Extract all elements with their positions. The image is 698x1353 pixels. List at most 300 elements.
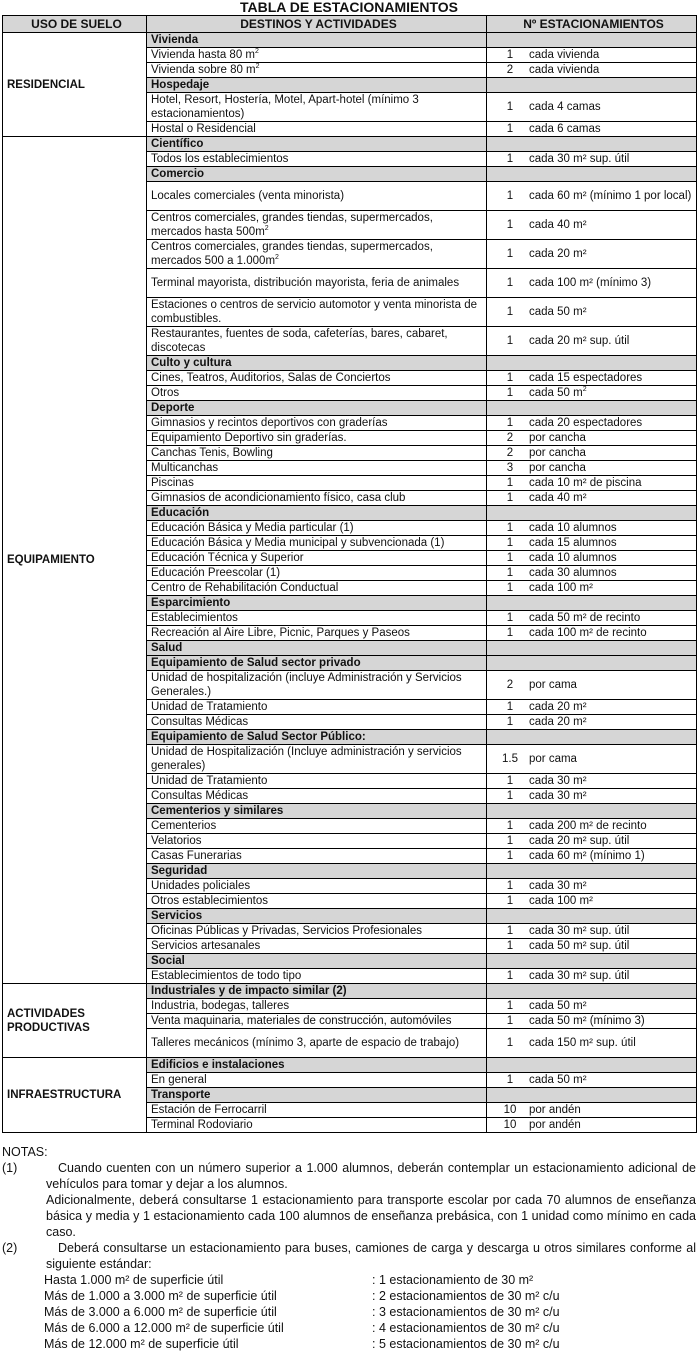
standard-row [2, 1272, 696, 1288]
note-1-text: Cuando cuenten con un número superior a 1.000 alumnos, deberán contemplar un estacionamiento adicional de vehículos para tomar y dejar a los alumnos. [46, 1161, 696, 1191]
table-header-row [3, 16, 697, 33]
parking-unit [529, 678, 696, 692]
parking-unit-text: cada 20 espectadores [529, 417, 643, 429]
activity-name [147, 211, 487, 240]
parking-unit-text: cada 20 m² [529, 248, 587, 260]
parking-unit [529, 276, 696, 290]
parking-count: 1 [506, 153, 514, 165]
activity-text: Esparcimiento [151, 597, 231, 609]
parking-unit [529, 1103, 696, 1117]
parking-unit-text: cada 20 m² [529, 716, 587, 728]
parking-count: 1 [506, 123, 514, 135]
header-estacionamientos: Nº ESTACIONAMIENTOS [487, 16, 697, 33]
parking-requirement [487, 1029, 697, 1058]
parking-unit [529, 386, 696, 400]
activity-name [147, 581, 487, 596]
activity-text: Consultas Médicas [151, 716, 249, 728]
standard-requirement: : 3 estacionamientos de 30 m² c/u [372, 1305, 560, 1319]
activity-text: Vivienda [151, 34, 199, 46]
activity-text: Unidad de Hospitalización (Incluye administración y servicios generales) [151, 746, 462, 772]
parking-unit-text: cada 6 camas [529, 123, 601, 135]
activity-text: Culto y cultura [151, 357, 232, 369]
section-title [147, 78, 487, 93]
note-2 [2, 1240, 696, 1272]
parking-requirement [487, 536, 697, 551]
parking-count: 1 [506, 627, 514, 639]
parking-unit [529, 461, 696, 475]
section-title [147, 864, 487, 879]
activity-name [147, 715, 487, 730]
note-1-text-2: Adicionalmente, deberá consultarse 1 estacionamiento para transporte escolar por cada 70 alumnos de enseñanza básica y media y 1 estacionamiento cada 100 alumnos de enseñanza prebásica, con 1 unidad como mínimo en cada caso. [46, 1193, 696, 1239]
parking-count: 2 [506, 447, 514, 459]
parking-requirement [487, 78, 697, 93]
parking-unit-text: cada 50 m² (mínimo 3) [529, 1015, 645, 1027]
activity-name [147, 182, 487, 211]
activity-name [147, 269, 487, 298]
standard-area: Más de 6.000 a 12.000 m² de superficie útil [44, 1321, 284, 1335]
superscript: 2 [264, 225, 269, 232]
parking-unit [529, 581, 696, 595]
parking-requirement [487, 461, 697, 476]
parking-unit-text: cada 40 m² [529, 219, 587, 231]
parking-unit-text: cada 30 m² [529, 775, 587, 787]
activity-text: Industriales y de impacto similar (2) [151, 985, 347, 997]
parking-unit [529, 774, 696, 788]
parking-requirement [487, 386, 697, 401]
parking-unit [529, 1073, 696, 1087]
parking-count: 1 [506, 1015, 514, 1027]
parking-requirement [487, 1103, 697, 1118]
activity-name [147, 416, 487, 431]
parking-unit-text: cada 50 m² [529, 1000, 587, 1012]
parking-count: 1 [506, 925, 514, 937]
section-header-row [3, 1058, 697, 1073]
activity-name [147, 1103, 487, 1118]
activity-text: Comercio [151, 168, 205, 180]
parking-unit [529, 476, 696, 490]
land-use-category: RESIDENCIAL [3, 33, 147, 137]
parking-unit [529, 122, 696, 136]
activity-text: Multicanchas [151, 462, 219, 474]
parking-unit-text: cada 100 m² (mínimo 3) [529, 277, 652, 289]
standard-area: Más de 12.000 m² de superficie útil [44, 1337, 239, 1351]
parking-count: 1 [506, 970, 514, 982]
parking-count: 1.5 [502, 753, 518, 765]
parking-unit [529, 849, 696, 863]
activity-text: Hospedaje [151, 79, 210, 91]
parking-unit-text: cada 20 m² sup. útil [529, 335, 630, 347]
note-2-number: (2) [2, 1241, 18, 1255]
parking-requirement [487, 431, 697, 446]
activity-name [147, 521, 487, 536]
parking-count: 1 [506, 880, 514, 892]
standard-area: Hasta 1.000 m² de superficie útil [44, 1273, 224, 1287]
activity-text: Hotel, Resort, Hostería, Motel, Apart-hotel (mínimo 3 estacionamientos) [151, 94, 419, 120]
parking-unit [529, 551, 696, 565]
parking-count: 1 [506, 567, 514, 579]
parking-requirement [487, 1088, 697, 1103]
activity-name [147, 745, 487, 774]
parking-unit-text: cada vivienda [529, 64, 600, 76]
parking-requirement [487, 93, 697, 122]
section-title [147, 1058, 487, 1073]
section-title [147, 804, 487, 819]
section-title [147, 401, 487, 416]
activity-text: Hostal o Residencial [151, 123, 256, 135]
note-2-text: Deberá consultarse un estacionamiento para buses, camiones de carga y descarga u otros similares conforme al siguiente estándar: [46, 1241, 696, 1271]
activity-name [147, 879, 487, 894]
parking-unit-text: cada 150 m² sup. útil [529, 1037, 636, 1049]
parking-requirement [487, 327, 697, 356]
parking-unit [529, 700, 696, 714]
parking-requirement [487, 611, 697, 626]
standard-requirement: : 1 estacionamiento de 30 m² [372, 1273, 534, 1287]
activity-text: Establecimientos [151, 612, 238, 624]
parking-count: 2 [506, 679, 514, 691]
section-title [147, 1088, 487, 1103]
parking-requirement [487, 626, 697, 641]
activity-text: Deporte [151, 402, 195, 414]
activity-text: Cementerios [151, 820, 217, 832]
activity-text: Seguridad [151, 865, 208, 877]
parking-unit-text: cada 100 m² [529, 582, 593, 594]
activity-name [147, 327, 487, 356]
section-title [147, 954, 487, 969]
parking-count: 10 [503, 1119, 517, 1131]
activity-name [147, 1073, 487, 1088]
note-1 [2, 1160, 696, 1240]
parking-count: 1 [506, 895, 514, 907]
parking-unit-text: cada 10 alumnos [529, 552, 617, 564]
parking-count: 10 [503, 1104, 517, 1116]
activity-text: Equipamiento de Salud sector privado [151, 657, 361, 669]
land-use-category: ACTIVIDADES PRODUCTIVAS [3, 984, 147, 1058]
parking-requirement [487, 984, 697, 999]
activity-name [147, 789, 487, 804]
activity-text: Unidad de Tratamiento [151, 701, 268, 713]
parking-count: 1 [506, 701, 514, 713]
parking-unit [529, 999, 696, 1013]
parking-count: 1 [506, 1037, 514, 1049]
header-uso-de-suelo: USO DE SUELO [3, 16, 147, 33]
parking-requirement [487, 894, 697, 909]
activity-text: En general [151, 1074, 207, 1086]
parking-requirement [487, 730, 697, 745]
parking-unit-text: cada 50 m² [529, 1074, 587, 1086]
parking-unit-text: cada 50 m² sup. útil [529, 940, 630, 952]
section-header-row [3, 984, 697, 999]
activity-name [147, 774, 487, 789]
section-header-row [3, 137, 697, 152]
parking-unit [529, 894, 696, 908]
section-title [147, 984, 487, 999]
parking-count: 1 [506, 790, 514, 802]
activity-text: Centros comerciales, grandes tiendas, supermercados, mercados 500 a 1.000m [151, 241, 433, 267]
parking-unit-text: por cancha [529, 447, 586, 459]
superscript: 2 [255, 48, 259, 55]
parking-unit [529, 371, 696, 385]
parking-unit [529, 789, 696, 803]
parking-requirement [487, 371, 697, 386]
parking-unit-text: cada 20 m² [529, 701, 587, 713]
standard-row [2, 1320, 696, 1336]
activity-text: Piscinas [151, 477, 194, 489]
activity-text: Velatorios [151, 835, 202, 847]
parking-count: 1 [506, 552, 514, 564]
parking-count: 2 [506, 64, 514, 76]
activity-text: Centro de Rehabilitación Conductual [151, 582, 339, 594]
activity-name [147, 834, 487, 849]
parking-unit-text: cada 30 m² sup. útil [529, 153, 630, 165]
parking-unit-text: cada 50 m [529, 387, 583, 399]
parking-count: 1 [506, 219, 514, 231]
superscript: 2 [582, 386, 587, 393]
parking-unit [529, 247, 696, 261]
activity-text: Casas Funerarias [151, 850, 242, 862]
standard-area: Más de 3.000 a 6.000 m² de superficie útil [44, 1305, 277, 1319]
activity-text: Industria, bodegas, talleres [151, 1000, 290, 1012]
parking-count: 1 [506, 387, 514, 399]
parking-requirement [487, 446, 697, 461]
parking-unit-text: cada 60 m² (mínimo 1 por local) [529, 190, 692, 202]
parking-requirement [487, 969, 697, 984]
parking-unit-text: cada 30 m² [529, 790, 587, 802]
parking-requirement [487, 122, 697, 137]
parking-requirement [487, 774, 697, 789]
activity-text: Canchas Tenis, Bowling [151, 447, 273, 459]
section-title [147, 167, 487, 182]
section-title [147, 33, 487, 48]
section-title [147, 356, 487, 371]
parking-unit [529, 1014, 696, 1028]
parking-requirement [487, 819, 697, 834]
activity-name [147, 63, 487, 78]
activity-text: Salud [151, 642, 183, 654]
parking-count: 1 [506, 835, 514, 847]
activity-text: Talleres mecánicos (mínimo 3, aparte de espacio de trabajo) [151, 1037, 460, 1049]
activity-name [147, 371, 487, 386]
parking-unit-text: cada 50 m² [529, 306, 587, 318]
activity-text: Educación Técnica y Superior [151, 552, 304, 564]
parking-unit-text: cada 10 m² de piscina [529, 477, 642, 489]
parking-requirement [487, 939, 697, 954]
parking-requirement [487, 879, 697, 894]
activity-text: Equipamiento Deportivo sin graderías. [151, 432, 347, 444]
table-title: TABLA DE ESTACIONAMIENTOS [239, 0, 459, 15]
parking-unit [529, 63, 696, 77]
parking-unit [529, 305, 696, 319]
parking-count: 1 [506, 940, 514, 952]
parking-unit-text: por cama [529, 679, 577, 691]
parking-requirement [487, 137, 697, 152]
activity-text: Otros establecimientos [151, 895, 268, 907]
notes-label: NOTAS: [2, 1145, 48, 1159]
parking-unit [529, 969, 696, 983]
parking-count: 1 [506, 1000, 514, 1012]
parking-requirement [487, 834, 697, 849]
parking-requirement [487, 152, 697, 167]
parking-requirement [487, 909, 697, 924]
parking-requirement [487, 596, 697, 611]
parking-unit [529, 334, 696, 348]
parking-requirement [487, 789, 697, 804]
activity-text: Científico [151, 138, 204, 150]
activity-name [147, 93, 487, 122]
table-body [3, 33, 697, 1133]
parking-requirement [487, 1014, 697, 1029]
parking-count: 1 [506, 775, 514, 787]
activity-text: Unidades policiales [151, 880, 251, 892]
activity-text: Cines, Teatros, Auditorios, Salas de Conciertos [151, 372, 391, 384]
parking-unit [529, 924, 696, 938]
parking-unit-text: cada 15 alumnos [529, 537, 617, 549]
parking-requirement [487, 401, 697, 416]
parking-unit [529, 819, 696, 833]
activity-text: Educación Preescolar (1) [151, 567, 281, 579]
parking-requirement [487, 745, 697, 774]
parking-requirement [487, 182, 697, 211]
activity-text: Vivienda sobre 80 m [151, 64, 256, 76]
activity-text: Equipamiento de Salud Sector Público: [151, 731, 366, 743]
parking-requirement [487, 240, 697, 269]
activity-text: Todos los establecimientos [151, 153, 289, 165]
header-destinos: DESTINOS Y ACTIVIDADES [147, 16, 487, 33]
parking-unit-text: cada 15 espectadores [529, 372, 643, 384]
activity-text: Servicios artesanales [151, 940, 261, 952]
activity-text: Educación Básica y Media municipal y subvencionada (1) [151, 537, 445, 549]
parking-count: 1 [506, 372, 514, 384]
activity-name [147, 298, 487, 327]
parking-unit [529, 431, 696, 445]
parking-unit [529, 446, 696, 460]
parking-requirement [487, 641, 697, 656]
activity-name [147, 461, 487, 476]
parking-table [2, 15, 697, 1133]
parking-count: 1 [506, 417, 514, 429]
activity-name [147, 152, 487, 167]
activity-name [147, 566, 487, 581]
parking-requirement [487, 506, 697, 521]
activity-text: Venta maquinaria, materiales de construcción, automóviles [151, 1015, 452, 1027]
activity-text: Recreación al Aire Libre, Picnic, Parques y Paseos [151, 627, 410, 639]
parking-unit-text: cada 30 m² [529, 880, 587, 892]
parking-unit-text: cada 20 m² sup. útil [529, 835, 630, 847]
parking-unit-text: cada 30 alumnos [529, 567, 617, 579]
parking-unit [529, 152, 696, 166]
standard-row [2, 1304, 696, 1320]
parking-unit-text: cada 50 m² de recinto [529, 612, 641, 624]
parking-unit-text: cada 100 m² [529, 895, 593, 907]
activity-name [147, 894, 487, 909]
parking-unit [529, 752, 696, 766]
activity-text: Unidad de hospitalización (incluye Administración y Servicios Generales.) [151, 672, 462, 698]
activity-name [147, 240, 487, 269]
activity-name [147, 122, 487, 137]
parking-requirement [487, 924, 697, 939]
parking-count: 1 [506, 277, 514, 289]
note-1-number: (1) [2, 1161, 18, 1175]
activity-name [147, 551, 487, 566]
activity-name [147, 476, 487, 491]
activity-name [147, 999, 487, 1014]
activity-text: Servicios [151, 910, 203, 922]
parking-requirement [487, 476, 697, 491]
standard-area: Más de 1.000 a 3.000 m² de superficie útil [44, 1289, 277, 1303]
parking-unit-text: cada 10 alumnos [529, 522, 617, 534]
parking-requirement [487, 656, 697, 671]
parking-count: 1 [506, 492, 514, 504]
parking-requirement [487, 167, 697, 182]
section-title [147, 137, 487, 152]
activity-text: Terminal mayorista, distribución mayorista, feria de animales [151, 277, 460, 289]
parking-requirement [487, 551, 697, 566]
activity-text: Transporte [151, 1089, 211, 1101]
parking-requirement [487, 298, 697, 327]
standard-list [2, 1272, 696, 1352]
parking-requirement [487, 849, 697, 864]
parking-unit [529, 566, 696, 580]
parking-count: 1 [506, 248, 514, 260]
land-use-category: EQUIPAMIENTO [3, 137, 147, 984]
activity-text: Otros [151, 387, 180, 399]
superscript: 2 [275, 254, 279, 261]
parking-requirement [487, 700, 697, 715]
standard-requirement: : 2 estacionamientos de 30 m² c/u [372, 1289, 560, 1303]
activity-name [147, 924, 487, 939]
activity-name [147, 611, 487, 626]
parking-unit-text: cada 60 m² (mínimo 1) [529, 850, 645, 862]
parking-unit [529, 1118, 696, 1132]
section-header-row [3, 33, 697, 48]
parking-unit-text: cada 4 camas [529, 101, 601, 113]
parking-unit [529, 879, 696, 893]
parking-requirement [487, 1058, 697, 1073]
parking-unit-text: cada 30 m² sup. útil [529, 970, 630, 982]
activity-name [147, 536, 487, 551]
section-title [147, 641, 487, 656]
activity-name [147, 1118, 487, 1133]
parking-count: 2 [506, 432, 514, 444]
parking-requirement [487, 491, 697, 506]
activity-name [147, 431, 487, 446]
activity-text: Edificios e instalaciones [151, 1059, 285, 1071]
parking-unit [529, 218, 696, 232]
activity-name [147, 491, 487, 506]
parking-requirement [487, 1118, 697, 1133]
section-title [147, 506, 487, 521]
activity-text: Consultas Médicas [151, 790, 249, 802]
parking-unit-text: cada vivienda [529, 49, 600, 61]
activity-name [147, 849, 487, 864]
activity-text: Establecimientos de todo tipo [151, 970, 302, 982]
parking-unit [529, 416, 696, 430]
parking-count: 1 [506, 537, 514, 549]
parking-unit [529, 100, 696, 114]
notes-section [2, 1144, 696, 1352]
parking-requirement [487, 864, 697, 879]
parking-count: 1 [506, 850, 514, 862]
parking-requirement [487, 1073, 697, 1088]
parking-requirement [487, 671, 697, 700]
activity-text: Terminal Rodoviario [151, 1119, 253, 1131]
parking-count: 1 [506, 716, 514, 728]
activity-text: Restaurantes, fuentes de soda, cafeterías, bares, cabaret, discotecas [151, 328, 448, 354]
parking-count: 1 [506, 612, 514, 624]
parking-unit [529, 536, 696, 550]
activity-name [147, 939, 487, 954]
parking-requirement [487, 211, 697, 240]
parking-count: 1 [506, 335, 514, 347]
